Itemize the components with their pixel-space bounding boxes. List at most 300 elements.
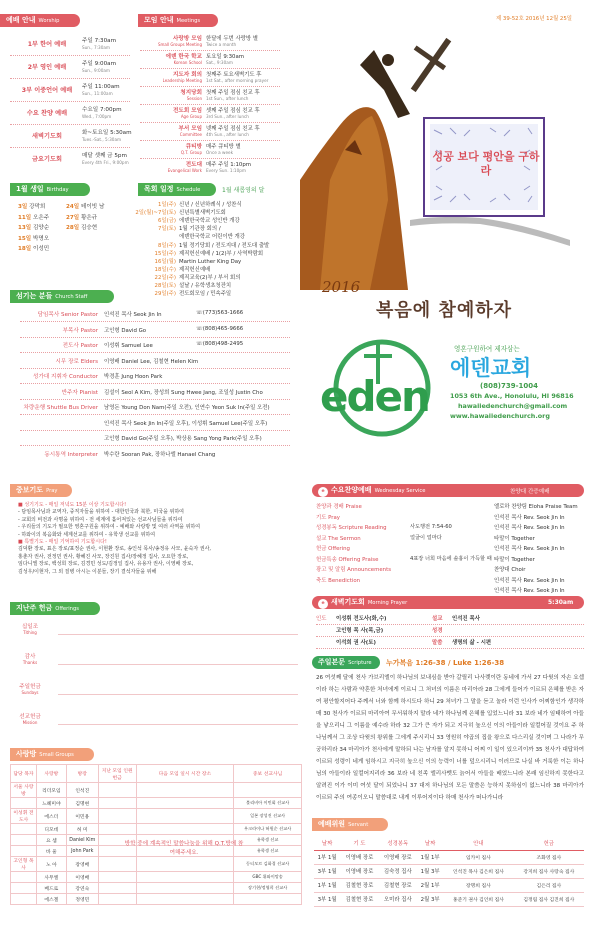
prayer-line: 김성우/이현자, 그 외 질병 아시는 이분들, 장기 결석자들을 위해 [18,568,157,575]
sg-room: 요 셉 [36,835,66,846]
sg-pastor [11,824,37,835]
worship-time: 화~토요일 5:30am Tues.-Sat., 5:30am [82,130,132,142]
servant-cell: 인석진 목사 김은희 집사 [443,864,513,878]
meeting-time: 첫째 주일 점심 친교 후 1st Sun., after lunch [206,90,260,101]
birthday-day: 18일 [18,246,32,252]
prayer-line: - 하와이의 복음화와 세계선교를 위하여 - 유학생 선교를 위하여 [18,531,156,538]
wed-person: 인석진 목사 Rev. Seok Jin In [494,525,565,531]
worship-time-en: Sun., 9:00am [82,68,111,73]
sg-last [98,783,136,798]
sg-next [136,798,234,809]
staff-phone: ☏(808)465-9666 [196,325,244,332]
schedule-date: 18일(수) [154,266,176,273]
sg-last [98,883,136,894]
worship-label: 3부 이중언어 예배 [21,87,73,94]
servant-cell: 홍준기 권사 김인희 집사 [443,892,513,906]
schedule-date: 29일(주) [154,291,176,298]
prayer-line: ■ 특별기도 - 매일 기억하여 기도합시다! [18,539,107,546]
sg-mission [234,894,302,905]
divider [10,78,130,79]
sg-head: 이민용 [66,809,98,824]
servant-col: 날짜 [417,836,443,850]
birthday-entry: 27일 황은규 [66,214,98,221]
prayer-line: - 담임목사님과 교역자, 중직자들을 위하여 - 대한민국과 북한, 미국을 위하여 [18,509,184,516]
meeting-label: 청지당회 Session [136,88,202,101]
wed-item: 설교 The Sermon [316,535,361,542]
schedule-item: 에덴한국학교 어린이반 개강 [179,234,245,241]
schedule-date: 7일(토) [157,226,176,233]
schedule-item: 2일(월)~7일(토) 신년특별새벽기도회 [130,208,226,216]
meeting-time: 한달에 두번 사랑방 별 Twice a month [206,36,259,47]
offering-label-en: Mission [22,720,38,725]
staff-role: 반주자 Pianist [61,389,98,396]
hero-frame-text: 성공 보다 평안을 구하라 [432,150,540,177]
servant-cell: 2월 1부 [417,878,443,892]
wed-person: 인석진 목사 Rev. Seok Jin In [494,546,565,552]
staff-role: 담임목사 Senior Pastor [37,312,98,318]
meeting-label: 부서 모임 Committee [136,124,202,137]
wed-item: 축도 Benediction [316,577,361,584]
sg-mission: 장기현/정영희 선교사 [234,883,302,894]
staff-name: 이성휘 Samuel Lee [104,343,153,349]
staff-role: 차량운행 Shuttle Bus Driver [23,405,98,411]
worship-time-en: Every 4th Fri., 9:00pm [82,160,129,165]
servant-cell: 1부 1월 [314,850,340,864]
small-groups-table [10,764,302,905]
worship-time-en: Wed., 7:00pm [82,114,112,119]
divider [20,430,290,431]
servant-cell: 김철현 장로 [379,878,417,892]
church-website[interactable]: www.hawaiiedenchurch.org [450,412,550,420]
sg-room: 바 울 [36,846,66,857]
sg-pastor: 이성휘 전도사 [11,809,37,824]
meeting-time: 첫째주 토요새벽기도 후 1st Sat., after morning prayer [206,72,269,83]
birthday-entry: 28일 김승현 [66,225,98,231]
sg-next [136,809,234,824]
sg-next [136,824,234,835]
meeting-time: 매주 주일 1:10pm Every Sun. 1:10pm [206,162,252,173]
servant-col: 안내 [443,836,513,850]
birthday-header: 1월 생일 Birthday [10,183,90,196]
schedule-item: 18일(수) 제직헌신예배 [130,265,210,273]
servant-cell: 이영배 장로 [379,850,417,864]
meeting-label: 전도대 Evangelical Work [136,160,202,173]
sg-last [98,857,136,872]
servant-cell: 2월 3부 [417,892,443,906]
sg-pastor [11,872,37,883]
divider [140,50,280,51]
meeting-time-en: Once a week [206,150,234,155]
divider [140,158,280,159]
worship-label: 1부 한어 예배 [27,41,67,48]
table-row [11,824,302,835]
morning-value: 인석진 목사 [452,616,480,622]
servant-header: 예배위원 Servant [312,818,388,831]
wed-item: 헌금 Offering [316,546,350,552]
staff-name: 이영배 Daniel Lee, 김철현 Helen Kim [104,358,199,365]
wed-person: 타말이 Together [494,535,535,542]
servant-cell: 조화영 집사 [514,850,584,864]
church-phone: (808)739-1004 [480,382,539,390]
morning-label: 인도 [316,616,327,622]
meeting-label-en: Evangelical Work [167,168,202,173]
schedule-item: 28일(토) 설날 / 유학생초청잔치 [130,281,231,289]
servant-cell: 오미라 집사 [379,892,417,906]
meeting-label-en: Session [186,96,202,101]
table-row [11,857,302,872]
meeting-time-en: 1st Sat., after morning prayer [206,78,269,83]
birthday-entry: 15일 박명오 [18,235,50,242]
hero-year: 2016 [322,278,361,296]
table-row [11,872,302,883]
divider [20,321,290,322]
worship-label: 2부 영인 예배 [27,64,67,71]
sg-last [98,809,136,824]
schedule-item: 15일(주) 제직헌신예배 / 1(2)부 / 사역박람회 [130,249,263,257]
offerings-header: 지난주 헌금 Offerings [10,602,100,615]
morning-value: 생명의 삶 - 시편 [452,640,492,646]
staff-name: 남영돈 Young Don Nam(주일 오전), 인연수 Yeon Suk In(주일 오전) [104,405,270,411]
staff-name: 김설이 Seol A Kim, 장성희 Sung Hwee Jang, 조일성 Justin Cho [104,389,263,396]
worship-time-en: Sun., 7:30am [82,45,111,50]
offering-label-en: Sundays [21,690,39,695]
sg-head: 허 미 [66,824,98,835]
worship-label: 수요 찬양 예배 [26,110,68,117]
sg-next [136,783,234,798]
sg-head: 김명현 [66,798,98,809]
wednesday-choir-tag: 찬양대 간증예배 [510,489,550,495]
staff-role: 동시통역 Interpreter [44,451,98,458]
sg-mission: 우크라이나 허원순 선교사 [234,824,302,835]
meeting-label-en: Committee [179,132,202,137]
sg-mission: 유학생 선교 [234,835,302,846]
worship-header: 예배 안내 Worship [0,14,80,27]
church-address: 1053 6th Ave., Honolulu, HI 96816 [450,392,574,400]
sg-next [136,857,234,872]
meeting-label: 큐티방 Q.T. Group [136,142,202,155]
sg-last [98,894,136,905]
prayer-line: 임다니엘 장로, 백성희 장로, 김경민 성도/김정일 집사, 유용자 권사, 이영배 장로, [18,561,194,568]
birthday-day: 3일 [18,204,28,210]
table-row [314,878,584,892]
sg-room: 디모데 [36,824,66,835]
sg-head: 정영민 [66,894,98,905]
wed-person: 인석진 목사 Rev. Seok Jin In [494,577,565,584]
divider [140,68,280,69]
wed-detail: 사도행전 7:54-60 [410,524,452,530]
sg-head: 인석진 [66,783,98,798]
staff-role: 부목사 Pastor [62,327,98,334]
divider [140,104,280,105]
servant-col: 날짜 [314,836,340,850]
wed-person: 인석진 목사 Rev. Seok Jin In [494,514,565,521]
divider [10,55,130,56]
servant-cell: 임카이 집사 [443,850,513,864]
staff-name: 인석진 목사 Seok Jin In [104,312,162,318]
church-email: hawaiiedenchurch@gmail.com [458,402,568,410]
servant-col: 기 도 [340,836,378,850]
divider [58,694,298,695]
meeting-label-en: Age Group [180,114,202,119]
staff-name: 박수란 Sooran Pak, 장하나엘 Hanael Chang [104,451,216,458]
servant-cell: 이영배 장로 [340,864,378,878]
sg-head: 이영배 [66,872,98,883]
worship-time: 주일 9:00am Sun., 9:00am [82,61,117,73]
birthday-day: 11일 [18,214,32,221]
schedule-date: 2일(월)~7일(토) [135,210,176,217]
servant-cell: 김철현 장로 [340,878,378,892]
staff-role: 시무 장로 Elders [55,358,98,365]
divider [20,383,290,384]
meeting-label: 전도회 모임 Age Group [136,106,202,119]
schedule-item: 6일(금) 에덴한국학교 성인반 개강 [130,216,240,224]
schedule-item: 7일(토) 1월 기관장 회의 / [130,224,221,232]
wed-person: 인석진 목사 Rev. Seok Jin In [494,588,565,594]
meeting-time: 셋째 주일 점심 친교 후 3rd Sun., after lunch [206,108,260,119]
meeting-label: 지도자 회의 Leadership Meeting [136,70,202,83]
meeting-time-en: 4th Sun., after lunch [206,132,249,137]
schedule-item: 8일(주) 1월 정기당회 / 전도지대 / 전도대 출발 [130,241,269,249]
staff-name: 고인형 David Go(주일 오후), 박상용 Sang Yong Park(주일 오후) [104,436,262,442]
sg-last [98,798,136,809]
meeting-time: 매주 큐티방 별 Once a week [206,144,241,155]
wed-person: 엘로하 찬양팀 Eloha Praise Team [494,504,578,510]
meeting-label-en: Small Groups Meeting [157,42,202,47]
sg-mission: 동티모르 김화경 선교사 [234,857,302,872]
sg-pastor [11,846,37,857]
offering-label: 감사 Thanks [8,652,52,665]
staff-phone: ☏(773)563-1666 [196,310,244,316]
meeting-time: 넷째 주일 점심 친교 후 4th Sun., after lunch [206,126,260,137]
birthday-day: 13일 [18,225,32,231]
prayer-line: - 교회의 비전과 사명을 위하여 - 전 세계에 흩어져있는 선교사님들을 위하여 [18,516,183,523]
scripture-ref: 누가복음 1:26-38 / Luke 1:26-38 [386,659,505,667]
divider [58,724,298,725]
scripture-text: 26 여섯째 달에 천사 가브리엘이 하나님의 보내심을 받아 갈릴리 나사렛이란 동네에 가서 27 다윗의 자손 요셉이라 하는 사람과 약혼한 처녀에게 이르니 그 처녀의 이름은 마리아라 28 그에게 들어가 이르되 은혜를 받은 자여 평안할지어다 주께서 너와 함께 하시도다 하니 29 처녀가 그 말을 듣고 놀라 이런 인사가 어찌함인가 생각하매 30 천사가 이르되 마리아여 무서워하지 말라 네가 하나님께 은혜를 입었느니라 31 보라 네가 임태하여 아들을 낳으리니 그 이름을 예수라 하라 32 그가 큰 자가 되고 지극히 높으신 이의 아들이라 일컬어질 것이요 주 하나님께서 그 조상 다윗의 왕위를 그에게 주시리니 33 영원히 야곱의 집을 왕으로 다스리실 것이며 그 나라가 무궁하리라 34 마리아가 천사에게 말하되 나는 남자를 알지 못하니 어찌 이 일이 있으리이까 35 천사가 대답하여 이르되 성령이 네게 임하시고 지극히 높으신 이의 능력이 너를 덮으시리니 이러므로 나실 바 거룩한 이는 하나님의 아들이라 일컬어지리라 36 보라 네 친족 엘리사벳도 늙어서 아들을 배었느니라 본래 임신하지 못한다고 알려진 이가 이미 여섯 달이 되었나니 37 대저 하나님의 모든 말씀은 능하지 못하심이 없느니라 38 마리아가 이르되 주의 여종이오니 말씀대로 내게 이루어지이다 하매 천사가 떠나가니라 [316,675,584,801]
sg-header: 담당 목자 [11,765,37,783]
table-row [11,894,302,905]
schedule-date: 6일(금) [157,218,176,225]
divider [20,368,290,369]
wed-item: 성경봉독 Scripture Reading [316,525,387,531]
schedule-date: 28일(토) [154,283,176,289]
sg-mission: GBC 위와이망송 [234,872,302,883]
sg-last [98,824,136,835]
sg-mission: 일본 장성진 선교사 [234,809,302,824]
sg-mission: 볼리비아 이민회 선교사 [234,798,302,809]
morning-key: 설교 [432,616,443,622]
wed-item: 찬양과 경배 Praise [316,504,362,510]
divider [140,122,280,123]
sg-mission [234,783,302,798]
birthday-entry: 3일 강막희 [18,204,46,210]
schedule-date: 16일(월) [154,258,176,265]
morning-time: 5:30am [548,599,574,606]
staff-name: 인석진 목사 Seok Jin In(주일 오후), 이성휘 Samuel Lee(주일 오후) [104,420,268,427]
table-row [11,883,302,894]
schedule-header: 목회 일정 Schedule [138,183,216,196]
divider [58,634,298,635]
meeting-time-en: Every Sun. 1:10pm [206,168,247,173]
morning-header: e 새벽기도회 Morning Prayer [312,596,584,609]
prayer-line: - 우리들의 기도가 필요한 영혼구원을 위하여 - 예배와 사랑방 및 여러 사역을 위하여 [18,524,201,531]
birthday-day: 24일 [66,204,80,210]
offering-label-en: Thanks [22,660,38,665]
servant-cell: 1월 3부 [417,864,443,878]
meeting-time-en: 1st Sun., after lunch [206,96,249,101]
wed-item: 헌금특송 Offering Praise [316,556,379,563]
birthday-entry: 24일 테이빗 남 [66,204,105,210]
schedule-subtitle: 1월 새롭영의 달 [222,187,265,194]
prayer-line: 김덕환 장로, 표은 장로/표정순 권사, 이현환 장로, 송인석 목사/송정유 사모, 윤숙자 권사, [18,546,212,553]
divider [20,337,290,338]
issue-info: 제 39-52호 2016년 12월 25일 [496,16,572,22]
birthday-entry: 13일 김양순 [18,225,50,231]
worship-label: 금요기도회 [32,156,62,163]
sg-header: 다음 모임 일시 시간 장소 [136,765,234,783]
sg-header: 사랑방 [36,765,66,783]
staff-role: 성가대 지휘자 Conductor [33,374,98,380]
sg-mission: 유학생 선교 [234,846,302,857]
worship-time: 수요일 7:00pm Wed., 7:00pm [82,107,122,119]
hero-heading: 복음에 참예하자 [376,300,512,321]
wed-person: 타말이 Together [494,556,535,563]
prayer-header: 중보기도 Pray [10,484,72,497]
prayer-line: 홍춘자 권사, 전정민 권사, 황혜진 사모, 장진원 집사/장혜정 집사, 오요한 장로, [18,553,189,560]
sg-pastor [11,835,37,846]
servant-cell: 김철현 장로 [340,892,378,906]
sg-header: 지난 모임 인원 헌금 [98,765,136,783]
servant-col: 헌금 [514,836,584,850]
servant-cell: 3부 1월 [314,864,340,878]
sg-pastor: 고인형 목사 [11,857,37,872]
wed-detail: 얼굴이 얼마다 [410,534,442,541]
sg-next [136,894,234,905]
wed-person: 찬양대 Choir [494,567,526,573]
schedule-item: 22일(주) 제직교육(2)부 / 부서 회의 [130,273,240,281]
schedule-date: 15일(주) [154,250,176,257]
divider [20,445,290,446]
table-row [314,850,584,864]
servant-cell: 김은리 집사 [514,878,584,892]
sg-head: 장영배 [66,857,98,872]
servant-cell: 장명희 집사 [443,878,513,892]
meeting-time: 토요일 9:30am Sat., 9:30am [206,54,244,65]
divider [58,664,298,665]
staff-name: 박경훈 Jung Hoon Park [104,374,163,380]
table-row [11,798,302,809]
servant-cell: 강지희 집사 사랑숙 집사 [514,864,584,878]
worship-time: 매달 셋째 금 5pm Every 4th Fri., 9:00pm [82,153,129,165]
staff-name: 고인형 David Go [104,327,147,334]
small-groups-note: 방학 중에 계속적인 말씀나눔을 위해 Q.T.방에 참여해주세요. [124,841,244,856]
meeting-label-en: Leadership Meeting [162,78,202,83]
meeting-time-en: 3rd Sun., after lunch [206,114,249,119]
birthday-day: 28일 [66,225,80,231]
divider [316,648,584,649]
staff-header: 섬기는 분들 Church Staff [10,290,114,303]
sg-head: 강연숙 [66,883,98,894]
worship-time-en: Tues.-Sat., 5:30am [82,137,122,142]
sg-pastor [11,883,37,894]
sg-header: 중보 선교사님 [234,765,302,783]
sg-header: 방장 [66,765,98,783]
sg-room: 느헤미야 [36,798,66,809]
offering-label: 주일헌금 Sundays [8,682,52,695]
schedule-date: 8일(주) [157,242,176,249]
divider [20,399,290,400]
divider [316,636,584,637]
offering-label-en: Tithing [23,630,37,635]
morning-leader: 이성휘 전도사(화,수) [336,616,387,622]
sg-pastor: 서울 사랑방 [11,783,37,798]
worship-time-en: Sun., 11:00am [82,91,113,96]
schedule-item: 16일(월) Martin Luther King Day [130,257,241,265]
schedule-date: 22일(주) [154,274,176,281]
servant-cell: 1월 1부 [417,850,443,864]
sg-next [136,883,234,894]
sg-last [98,872,136,883]
sg-room: 노 아 [36,857,66,872]
table-row [314,864,584,878]
divider [20,352,290,353]
table-row [11,809,302,824]
prayer-line: ■ 성기기도 - 매일 저녁도 15분 이상 기도합시다! [18,502,127,508]
table-row [11,783,302,798]
meeting-time-en: Sat., 9:30am [206,60,233,65]
meeting-label: 사랑방 모임 Small Groups Meeting [136,34,202,47]
schedule-item: 29일(주) 전도회모임 / 민속주일 [130,289,231,297]
birthday-day: 15일 [18,235,32,242]
offering-label: 선교헌금 Mission [8,712,52,725]
morning-key: 성경 [432,628,443,634]
wed-detail: 4표장 너희 마음에 솔흉이 가득할 때 [410,555,492,562]
prayer-text [18,502,298,576]
small-groups-header: 사랑방 Small Groups [10,748,94,761]
sg-room: 에스더 [36,809,66,824]
meeting-time-en: Twice a month [206,42,237,47]
meeting-label-en: Q.T. Group [180,150,202,155]
sg-head: John Park [66,846,98,857]
servant-cell: 이영배 장로 [340,850,378,864]
meetings-header: 모임 안내 Meetings [138,14,218,27]
wed-item: 광고 및 알림 Announcements [316,567,392,573]
morning-key: 말씀 [432,640,443,646]
sg-pastor [11,798,37,809]
servant-cell: 김정림 집사 김진희 집사 [514,892,584,906]
worship-time: 주일 11:00am Sun., 11:00am [82,84,120,96]
divider [10,124,130,125]
sg-room: 에스겔 [36,894,66,905]
divider [10,101,130,102]
servant-col: 성경봉독 [379,836,417,850]
offering-label: 십일조 Tithing [8,622,52,635]
birthday-day: 27일 [66,214,80,221]
scripture-header: 주일본문 Scripture [312,656,380,669]
birthday-entry: 18일 이성민 [18,246,50,252]
sg-next [136,872,234,883]
servant-cell: 김숙정 집사 [379,864,417,878]
divider [140,86,280,87]
morning-leader: 고인형 목 사(목,금) [336,628,384,634]
table-row [314,892,584,906]
sg-room: 사무엘 [36,872,66,883]
schedule-date: 1일(주) [157,202,176,208]
sg-pastor [11,894,37,905]
divider [140,140,280,141]
staff-phone: ☏(808)498-2495 [196,341,244,347]
staff-role: 전도사 Pastor [62,343,98,349]
